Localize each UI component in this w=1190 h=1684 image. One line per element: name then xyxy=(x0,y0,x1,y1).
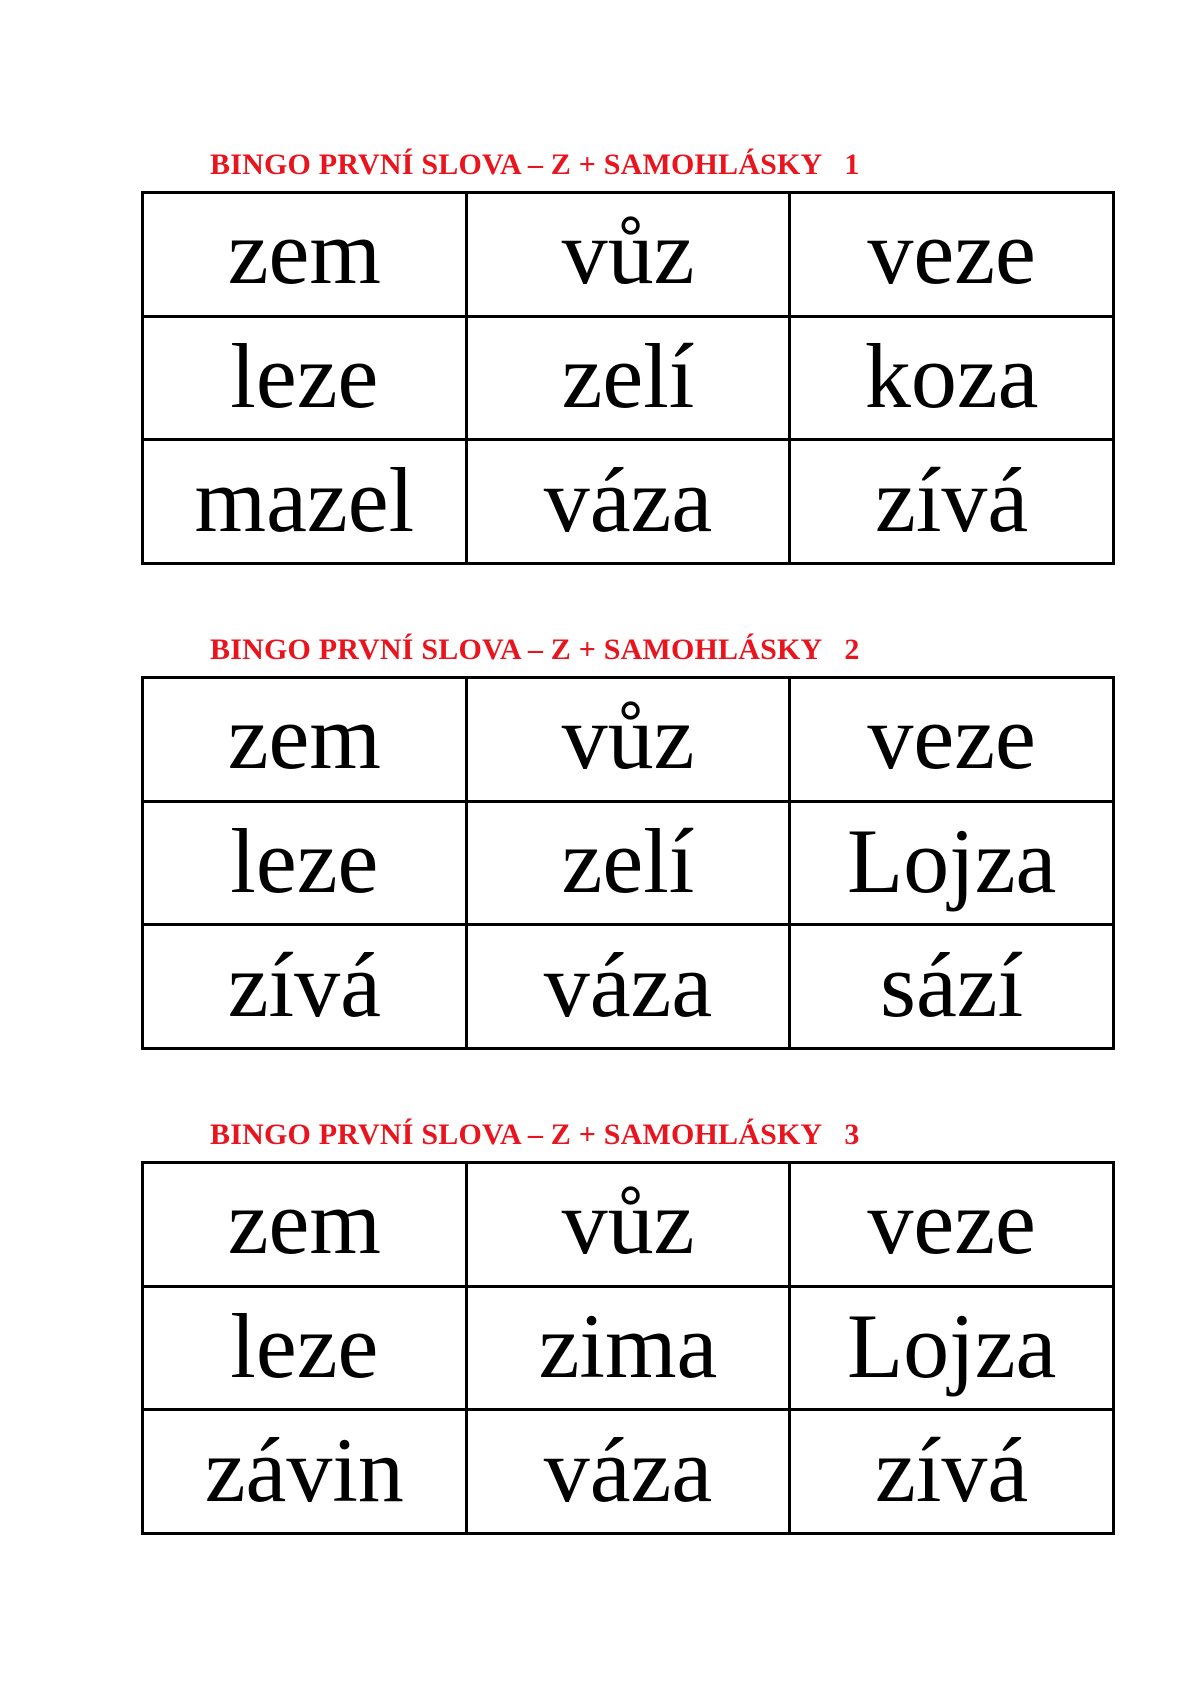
grid-cell xyxy=(790,1286,1114,1410)
card-title: BINGO PRVNÍ SLOVA – Z + SAMOHLÁSKY 1 xyxy=(210,148,860,181)
grid-cell xyxy=(790,801,1114,925)
word: zem xyxy=(227,1171,381,1274)
word: zívá xyxy=(875,1418,1029,1521)
word: váza xyxy=(543,1418,713,1521)
grid-row xyxy=(143,193,1114,317)
word: zívá xyxy=(875,448,1029,551)
grid-row xyxy=(143,678,1114,802)
word: vůz xyxy=(561,686,695,789)
card-title: BINGO PRVNÍ SLOVA – Z + SAMOHLÁSKY 3 xyxy=(210,1118,860,1151)
grid-cell xyxy=(143,316,467,440)
grid-cell xyxy=(790,1163,1114,1287)
grid-cell xyxy=(790,1410,1114,1534)
word: váza xyxy=(543,448,713,551)
bingo-grid xyxy=(141,1161,1115,1535)
word: vůz xyxy=(561,201,695,304)
word: sází xyxy=(880,933,1024,1036)
grid-row xyxy=(143,316,1114,440)
grid-cell xyxy=(143,1410,467,1534)
grid-cell xyxy=(143,1163,467,1287)
grid-row xyxy=(143,1410,1114,1534)
word: veze xyxy=(867,686,1036,789)
word: zima xyxy=(538,1294,718,1397)
word: vůz xyxy=(561,1171,695,1274)
word: Lojza xyxy=(846,1294,1057,1397)
card-title: BINGO PRVNÍ SLOVA – Z + SAMOHLÁSKY 2 xyxy=(210,633,860,666)
grid-cell xyxy=(466,1163,790,1287)
bingo-grid xyxy=(141,191,1115,565)
grid-row xyxy=(143,440,1114,564)
grid-row xyxy=(143,1286,1114,1410)
word: veze xyxy=(867,201,1036,304)
word: leze xyxy=(230,809,379,912)
word: Lojza xyxy=(846,809,1057,912)
grid-cell xyxy=(466,193,790,317)
grid-cell xyxy=(143,678,467,802)
grid-row xyxy=(143,801,1114,925)
word: mazel xyxy=(194,448,415,551)
grid-cell xyxy=(466,1410,790,1534)
word: váza xyxy=(543,933,713,1036)
word: zem xyxy=(227,201,381,304)
word: zelí xyxy=(561,324,695,427)
grid-cell xyxy=(143,440,467,564)
word: závin xyxy=(204,1418,404,1521)
grid-cell xyxy=(790,925,1114,1049)
grid-cell xyxy=(466,801,790,925)
grid-cell xyxy=(466,316,790,440)
word: zelí xyxy=(561,809,695,912)
grid-cell xyxy=(790,316,1114,440)
grid-cell xyxy=(790,440,1114,564)
grid-cell xyxy=(790,678,1114,802)
grid-cell xyxy=(143,1286,467,1410)
bingo-grid xyxy=(141,676,1115,1050)
word: veze xyxy=(867,1171,1036,1274)
grid-cell xyxy=(466,1286,790,1410)
grid-cell xyxy=(143,801,467,925)
grid-cell xyxy=(466,678,790,802)
grid-cell xyxy=(143,193,467,317)
grid-row xyxy=(143,1163,1114,1287)
grid-cell xyxy=(466,925,790,1049)
grid-cell xyxy=(790,193,1114,317)
word: zívá xyxy=(227,933,381,1036)
word: leze xyxy=(230,324,379,427)
grid-cell xyxy=(143,925,467,1049)
grid-cell xyxy=(466,440,790,564)
word: leze xyxy=(230,1294,379,1397)
word: zem xyxy=(227,686,381,789)
grid-row xyxy=(143,925,1114,1049)
word: koza xyxy=(864,324,1039,427)
